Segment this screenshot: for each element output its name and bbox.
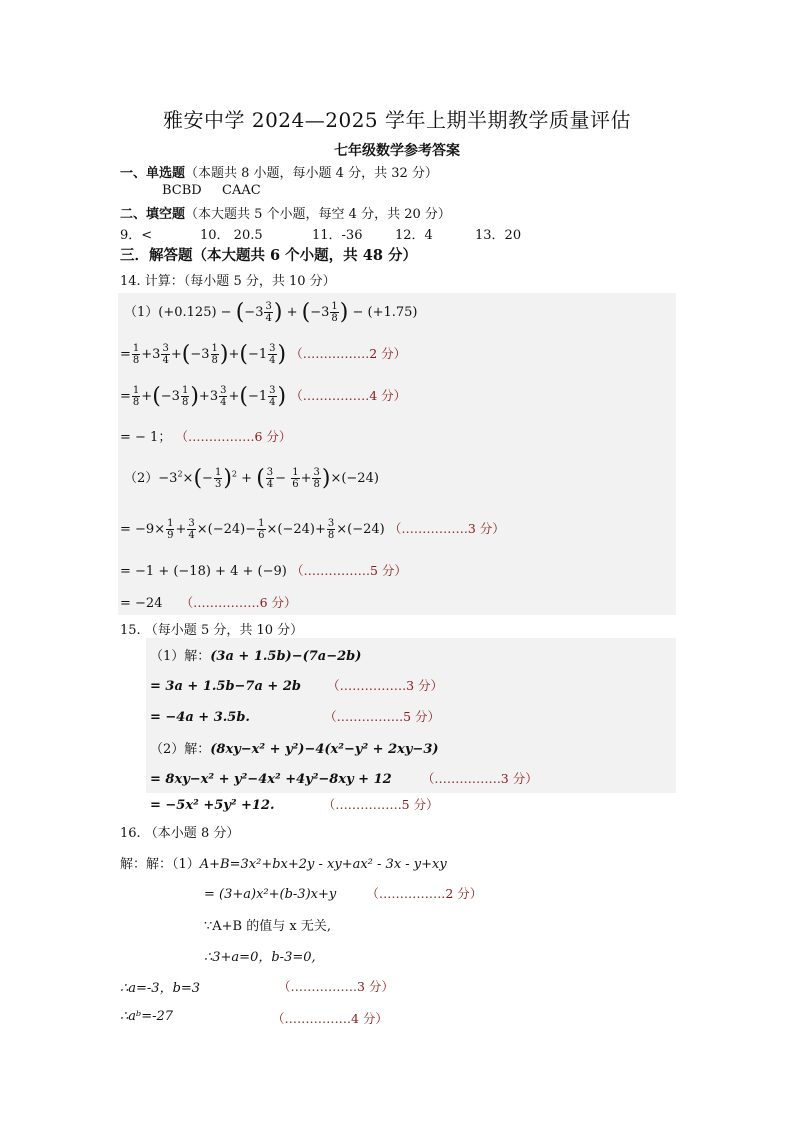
- q16-line1: [120, 853, 447, 872]
- score-mark: （…………….5 分）: [290, 563, 407, 578]
- equals-sign: =: [120, 347, 131, 362]
- score-mark: （…………….3 分）: [421, 771, 538, 786]
- q15-p1-line2: [150, 676, 443, 694]
- score-mark: （…………….6 分）: [180, 595, 297, 610]
- section-desc: （本大题共 5 个小题，每空 4 分，共 20 分）: [185, 207, 451, 222]
- expr: = (3+a)x²+(b-3)x+y: [204, 887, 337, 902]
- result: = − 1；: [120, 430, 172, 445]
- q14-p2-line2: = −9× $\frac{1}{9}$ + $\frac{3}{4}$ ×(−24)− $\frac{1}{6}$ ×(−24)+ $\frac{3}{8}$ ×(−24) （…………….3 分）: [120, 518, 505, 541]
- mixed-number-sign: −3: [310, 305, 330, 320]
- fraction: $\frac{1}{8}$: [331, 301, 338, 324]
- q14-p1-line3: = $\frac{1}{8}$ +(−3 $\frac{1}{8}$ )+3 $\frac{3}{4}$ +(−1 $\frac{3}{4}$ ) （…………….4 分）: [120, 384, 407, 409]
- answer-13: 13．20: [475, 228, 522, 243]
- expr-part: − (+1.75): [348, 305, 418, 320]
- answers-1-4: BCBD: [162, 183, 202, 198]
- score-mark: （…………….2 分）: [290, 346, 407, 361]
- section-label: 一、单选题: [120, 166, 186, 181]
- expr: ∴3+a=0，b-3=0,: [204, 950, 316, 965]
- part-label: （1）: [124, 305, 159, 320]
- expr: ∴a=-3，b=3: [120, 981, 201, 996]
- section-single-choice: [120, 162, 438, 181]
- result: = −5x² +5y² +12.: [150, 798, 275, 813]
- part-label: （1）解：: [150, 649, 211, 664]
- result: = −4a + 3.5b.: [150, 710, 250, 725]
- part-label: （2）解：: [150, 742, 211, 757]
- equals-sign: =: [120, 522, 131, 537]
- q14-heading: 14. 计算：（每小题 5 分，共 10 分）: [120, 274, 336, 289]
- result: = −24: [120, 596, 163, 611]
- q16-line5: [120, 977, 200, 996]
- answer-9: 9．<: [120, 228, 153, 243]
- q15-heading: 15. （每小题 5 分，共 10 分）: [120, 623, 304, 638]
- score-mark: （…………….2 分）: [366, 886, 483, 901]
- score-mark: （…………….4 分）: [272, 1011, 388, 1026]
- mixed-number-sign: −3: [244, 305, 264, 320]
- q14-p1-line1: （1）(+0.125) − (−3 $\frac{3}{4}$ ) + (−3 $\frac{1}{8}$ ) − (+1.75): [124, 300, 418, 325]
- expr: A+B=3x²+bx+2y - xy+ax² - 3x - y+xy: [199, 857, 447, 872]
- answer-11: 11．-36: [312, 228, 363, 243]
- answers-5-8: CAAC: [222, 183, 261, 198]
- q16-line3: ∵A+B 的值与 x 无关,: [204, 919, 331, 934]
- q15-p2-line1: [150, 738, 439, 757]
- result: ∴aᵇ=-27: [120, 1009, 174, 1024]
- q14-p2-line3: [120, 561, 407, 579]
- section-fill-blank: [120, 203, 451, 222]
- section-label: 二、填空题: [120, 207, 186, 222]
- equals-sign: =: [120, 389, 131, 404]
- score-mark: （…………….5 分）: [322, 797, 439, 812]
- q14-p1-line2: = $\frac{1}{8}$ +3 $\frac{3}{4}$ +(−3 $\frac{1}{8}$ )+(−1 $\frac{3}{4}$ ) （…………….2 分）: [120, 342, 407, 367]
- score-mark: （…………….6 分）: [175, 429, 292, 444]
- section-desc: （本题共 8 小题，每小题 4 分，共 32 分）: [185, 166, 438, 181]
- answer-10: 10． 20.5: [200, 228, 263, 243]
- expr: = 3a + 1.5b−7a + 2b: [150, 679, 301, 694]
- q14-p2-result: [120, 593, 297, 611]
- answer-12: 12．4: [395, 228, 433, 243]
- expr: (8xy−x² + y²)−4(x²−y² + 2xy−3): [210, 742, 439, 757]
- expr-part: (+0.125) −: [158, 305, 236, 320]
- q14-p1-result: [120, 426, 291, 445]
- q16-line2: [204, 884, 482, 902]
- page-title: 雅安中学 2024—2025 学年上期半期教学质量评估: [162, 108, 631, 132]
- score-mark: （…………….3 分）: [327, 678, 444, 693]
- q16-line4: [204, 946, 316, 965]
- score-mark: （…………….3 分）: [388, 521, 505, 536]
- q16-line6: [120, 1009, 173, 1024]
- score-mark: （…………….3 分）: [278, 979, 394, 994]
- q15-p1-line1: [150, 645, 361, 664]
- part-label: （2）: [124, 471, 159, 486]
- section-solutions: 三．解答题（本大题共 6 个小题，共 48 分）: [120, 247, 417, 264]
- q15-p1-line3: [150, 707, 440, 725]
- score-mark: （…………….5 分）: [324, 709, 441, 724]
- q15-p2-line2: [150, 769, 538, 787]
- q14-p2-line1: $(2)-3^2\times(-$ $\frac{1}{3}$ )$^2$ + ( $\frac{3}{4}$ − $\frac{1}{6}$ + $\frac{3}{8}$ )×(−24): [124, 466, 379, 491]
- expr: = 8xy−x² + y²−4x² +4y²−8xy + 12: [150, 772, 392, 787]
- score-mark: （…………….4 分）: [290, 388, 407, 403]
- q15-p2-line3: [150, 795, 439, 813]
- page-subtitle: 七年级数学参考答案: [334, 143, 460, 159]
- expr: (3a + 1.5b)−(7a−2b): [210, 649, 362, 664]
- expr: = −1 + (−18) + 4 + (−9): [120, 564, 287, 579]
- part-label: 解：解：（1）: [120, 857, 200, 872]
- fraction: $\frac{3}{4}$: [265, 301, 272, 324]
- q16-heading: 16. （本小题 8 分）: [120, 826, 240, 841]
